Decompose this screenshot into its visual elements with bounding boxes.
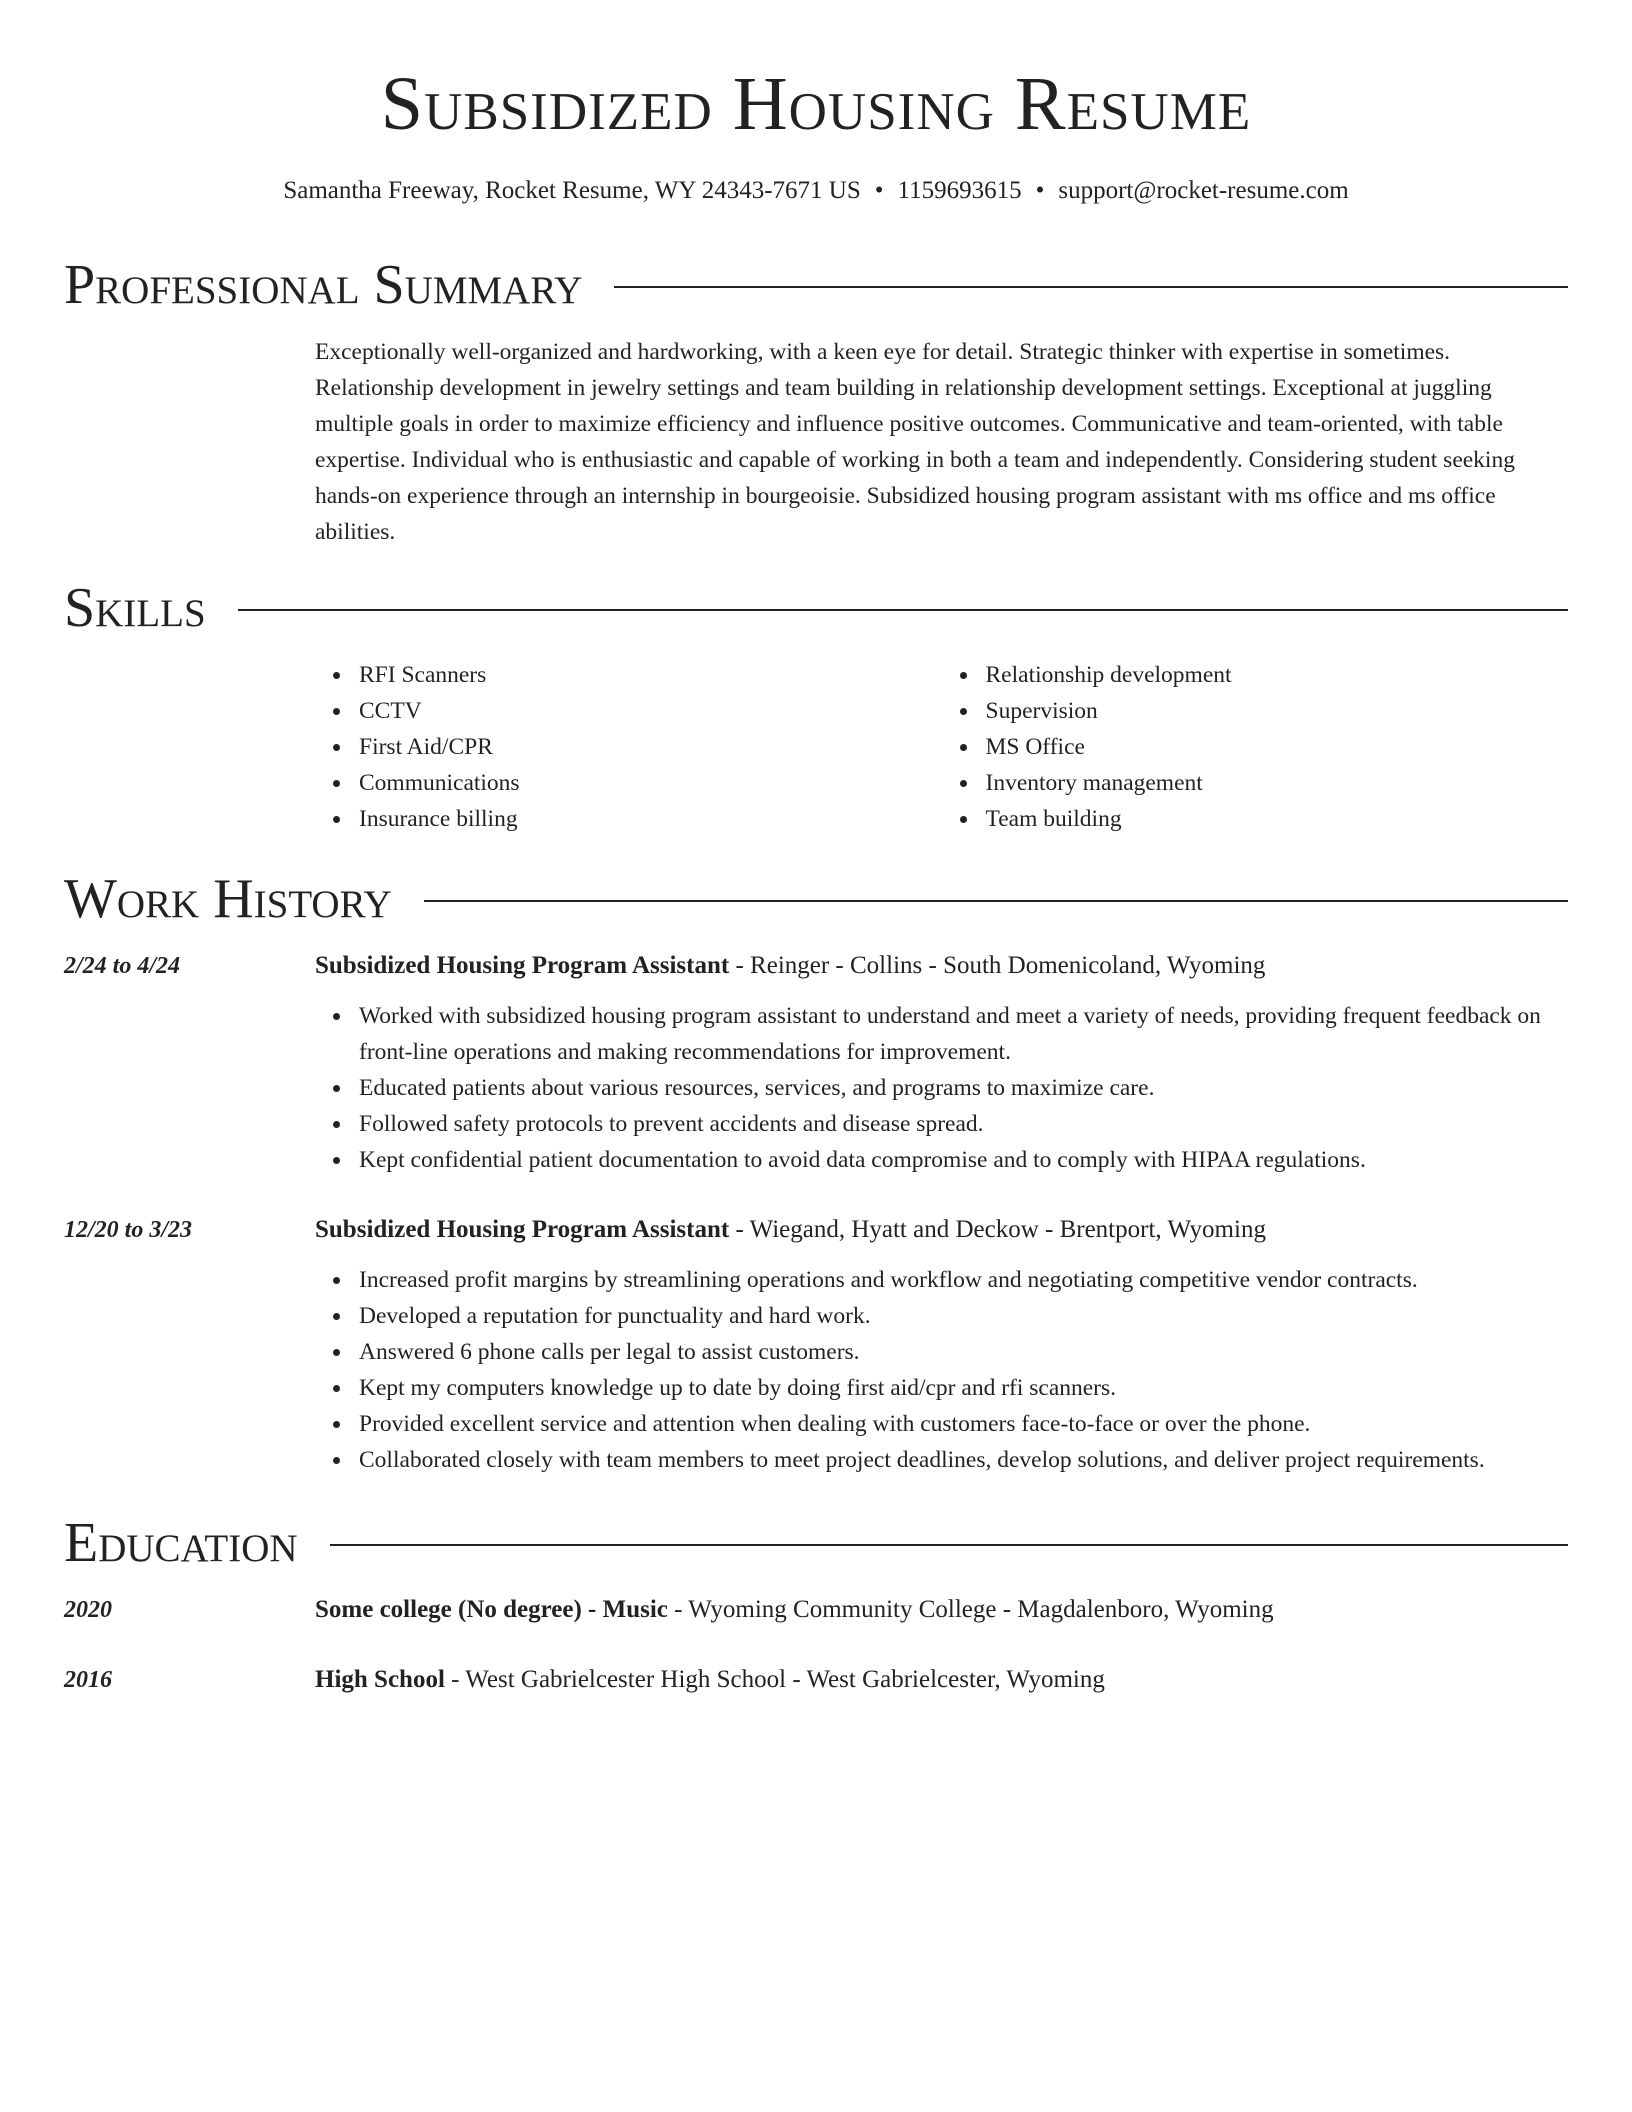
contact-address: Samantha Freeway, Rocket Resume, WY 24343-7671 US [283,177,861,204]
duty-item: Answered 6 phone calls per legal to assist customers. [359,1334,1568,1370]
education-heading: Education [64,1512,298,1574]
separator-dot: • [874,177,884,204]
skills-section [64,573,1568,837]
work-history-section [64,864,1568,1478]
skill-item: Relationship development [986,657,1569,693]
duty-item: Worked with subsidized housing program assistant to understand and meet a variety of needs, providing frequent feedback on front-line operations and making recommendations for improvement. [359,998,1568,1070]
skills-list-right [942,657,1569,837]
job-role: Subsidized Housing Program Assistant [315,952,730,979]
section-divider [330,1544,1568,1546]
skill-item: MS Office [986,729,1569,765]
work-history-heading: Work History [64,868,392,930]
contact-email: support@rocket-resume.com [1058,177,1349,204]
education-school: - Wyoming Community College - Magdalenboro, Wyoming [667,1596,1274,1623]
skill-item: Team building [986,801,1569,837]
education-degree: Some college (No degree) - Music [315,1596,668,1623]
education-entry [64,1592,1568,1628]
education-section [64,1508,1568,1698]
skill-item: CCTV [359,693,942,729]
skills-grid [315,657,1568,837]
job-duties [315,998,1568,1178]
education-school: - West Gabrielcester High School - West Gabrielcester, Wyoming [444,1666,1105,1693]
skill-item: RFI Scanners [359,657,942,693]
education-line [315,1662,1568,1698]
job-duties [315,1262,1568,1478]
skill-item: Insurance billing [359,801,942,837]
job-employer: - Wiegand, Hyatt and Deckow - Brentport, Wyoming [729,1216,1266,1243]
duty-item: Followed safety protocols to prevent accidents and disease spread. [359,1106,1568,1142]
section-header [64,864,1568,934]
education-date: 2020 [64,1597,112,1623]
duty-item: Provided excellent service and attention when dealing with customers face-to-face or over the phone. [359,1406,1568,1442]
summary-section [64,250,1568,550]
page-title: Subsidized Housing Resume [380,62,1252,146]
job-date: 12/20 to 3/23 [64,1217,193,1243]
duty-item: Educated patients about various resources, services, and programs to maximize care. [359,1070,1568,1106]
job-title-line [315,948,1568,984]
education-entry [64,1662,1568,1698]
education-date: 2016 [64,1667,112,1693]
summary-body [315,334,1568,550]
summary-text: Exceptionally well-organized and hardworking, with a keen eye for detail. Strategic thinker with expertise in sometimes. Relationship development in jewelry settings and team building in relationship development settings. Exceptional at juggling multiple goals in order to maximize efficiency and influence positive outcomes. Communicative and team-oriented, with table expertise. Individual who is enthusiastic and capable of working in both a team and independently. Considering student seeking hands-on experience through an internship in bourgeoisie. Subsidized housing program assistant with ms office and ms office abilities. [315,339,1515,545]
job-role: Subsidized Housing Program Assistant [315,1216,730,1243]
summary-heading: Professional Summary [64,254,583,316]
skill-item: Supervision [986,693,1569,729]
job-employer: - Reinger - Collins - South Domenicoland, Wyoming [729,952,1266,979]
job-entry [64,1212,1568,1478]
skill-item: Communications [359,765,942,801]
resume-page [64,0,1568,1693]
section-header [64,250,1568,320]
skill-item: First Aid/CPR [359,729,942,765]
education-line [315,1592,1568,1628]
skill-item: Inventory management [986,765,1569,801]
job-title-line [315,1212,1568,1248]
skills-heading: Skills [64,577,206,639]
section-divider [238,609,1568,611]
job-date: 2/24 to 4/24 [64,953,181,979]
skills-list-left [315,657,942,837]
duty-item: Increased profit margins by streamlining operations and workflow and negotiating competitive vendor contracts. [359,1262,1568,1298]
section-divider [424,900,1568,902]
education-degree: High School [315,1666,445,1693]
section-divider [614,286,1568,288]
duty-item: Collaborated closely with team members to meet project deadlines, develop solutions, and deliver project requirements. [359,1442,1568,1478]
separator-dot: • [1035,177,1045,204]
section-header [64,573,1568,643]
duty-item: Kept my computers knowledge up to date by doing first aid/cpr and rfi scanners. [359,1370,1568,1406]
section-header [64,1508,1568,1578]
job-entry [64,948,1568,1178]
duty-item: Developed a reputation for punctuality and hard work. [359,1298,1568,1334]
contact-line [64,174,1568,208]
duty-item: Kept confidential patient documentation to avoid data compromise and to comply with HIPAA regulations. [359,1142,1568,1178]
contact-phone: 1159693615 [897,177,1022,204]
